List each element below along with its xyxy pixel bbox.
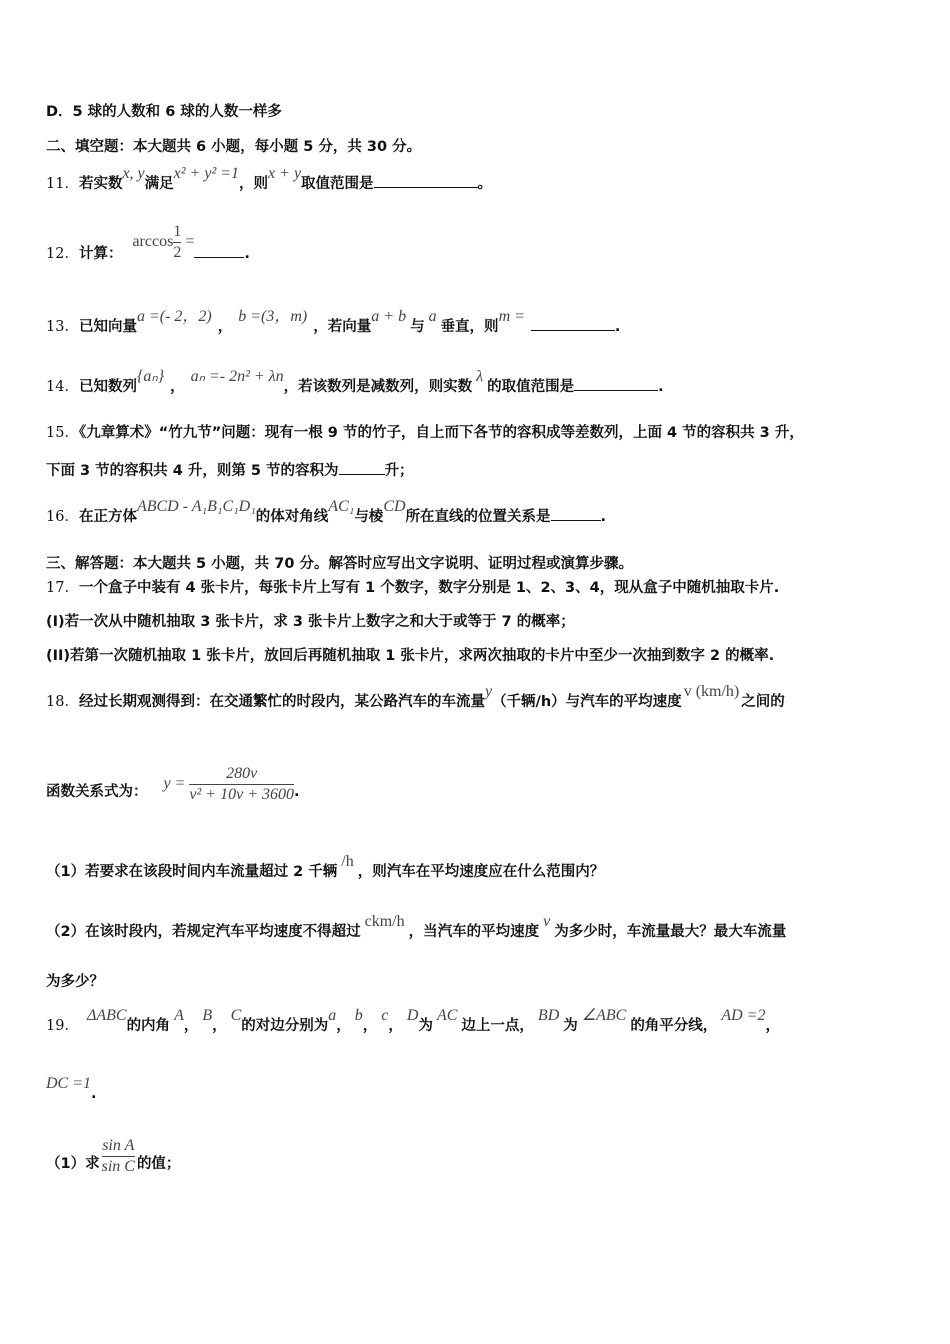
question-18-stem: 18．经过长期观测得到：在交通繁忙的时段内，某公路汽车的车流量y（千辆/h）与汽车的平均速度v (km/h)之间的	[46, 683, 785, 710]
question-15-line-1: 15．《九章算术》“竹九节”问题：现有一根 9 节的竹子，自上而下各节的容积成等差数列，上面 4 节的容积共 3 升，	[46, 425, 804, 441]
question-17-stem: 17．一个盒子中装有 4 张卡片，每张卡片上写有 1 个数字，数字分别是 1、2、3、4，现从盒子中随机抽取卡片.	[46, 580, 780, 596]
question-18-part-2-cont: 为多少？	[46, 974, 104, 990]
option-d: D．5 球的人数和 6 球的人数一样多	[46, 104, 282, 120]
answer-blank	[194, 243, 244, 258]
question-16: 16．在正方体ABCD - A₁B₁C₁D₁的体对角线AC₁与棱CD所在直线的位置关系是 .	[46, 498, 607, 525]
question-17-part-2: (II)若第一次随机抽取 1 张卡片，放回后再随机抽取 1 张卡片，求两次抽取的卡片中至少一次抽到数字 2 的概率.	[46, 648, 775, 664]
section2-header: 二、填空题：本大题共 6 小题，每小题 5 分，共 30 分。	[46, 139, 422, 155]
answer-blank	[551, 506, 601, 521]
question-19-stem: 19．ΔABC的内角A，B，C的对边分别为a，b，c，D为AC边上一点，BD为∠ABC的角平分线，AD =2，	[46, 1007, 780, 1034]
fraction: $\frac{280v}{\text{v² + 10v + 3600}}$	[189, 764, 294, 803]
answer-blank	[374, 173, 478, 188]
question-17-part-1: (I)若一次从中随机抽取 3 张卡片，求 3 张卡片上数字之和大于或等于 7 的概率；	[46, 614, 575, 630]
question-18-part-1: （1）若要求在该段时间内车流量超过 2 千辆/h，则汽车在平均速度应在什么范围内？	[46, 853, 605, 880]
question-15-line-2: 下面 3 节的容积共 4 升，则第 5 节的容积为 升；	[46, 460, 414, 481]
answer-blank	[339, 460, 385, 475]
question-19-part-1: （1）求 $\frac{\text{sin A}}{\text{sin C}}$ 的值；	[46, 1136, 181, 1175]
question-13: 13．已知向量a =(- 2，2)，b =(3，m)，若向量a + b与a垂直，则m =.	[46, 308, 621, 335]
answer-blank	[574, 376, 658, 391]
fraction: $\frac{\text{sin A}}{\text{sin C}}$	[101, 1136, 135, 1175]
question-18-formula-line: 函数关系式为： y = $\frac{280v}{\text{v² + 10v + 3600}}$ .	[46, 764, 300, 803]
question-11: 11．若实数x, y满足x² + y² =1，则x + y取值范围是 。	[46, 165, 493, 192]
question-19-stem-cont: DC =1.	[46, 1075, 97, 1102]
question-14: 14．已知数列{aₙ}，aₙ =- 2n² + λn，若该数列是减数列，则实数λ的取值范围是 .	[46, 368, 664, 395]
question-12: 12．计算：arccos $\frac{1}{2}$ =.	[46, 222, 250, 262]
answer-blank	[531, 316, 615, 331]
question-18-part-2: （2）在该时段内，若规定汽车平均速度不得超过ckm/h，当汽车的平均速度v为多少时，车流量最大？最大车流量	[46, 913, 787, 940]
fraction: $\frac{1}{2}$	[173, 222, 182, 261]
section3-header: 三、解答题：本大题共 5 小题，共 70 分。解答时应写出文字说明、证明过程或演算步骤。	[46, 556, 633, 572]
